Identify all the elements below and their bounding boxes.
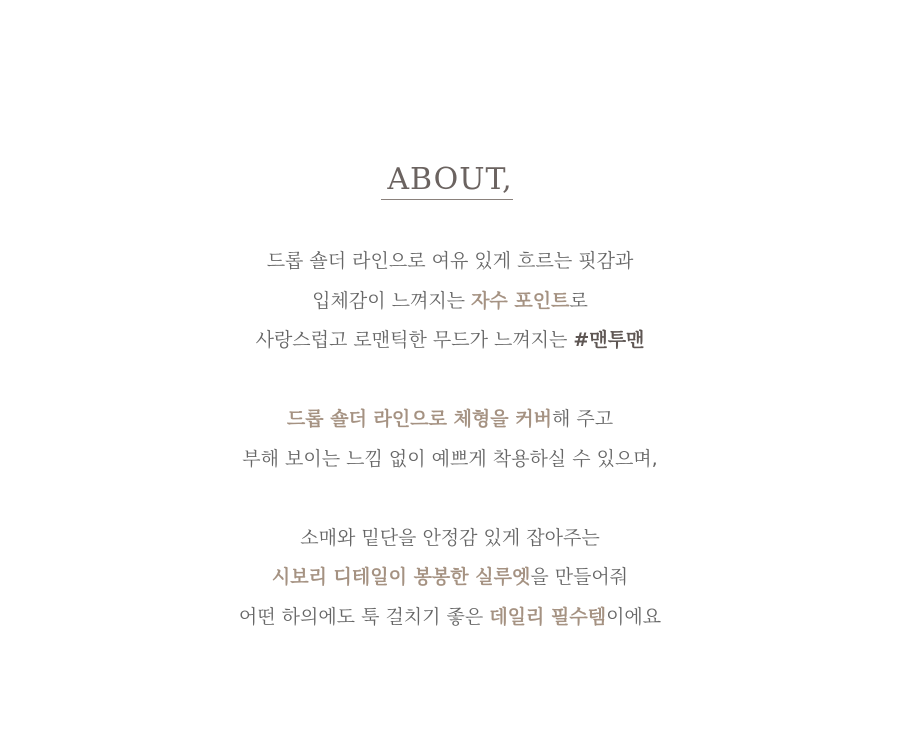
highlight-text: 자수 포인트 xyxy=(471,289,570,312)
description-line xyxy=(0,242,900,282)
description-line xyxy=(0,282,900,322)
body-text: 로 xyxy=(569,289,588,312)
body-text: 부해 보이는 느낌 없이 예쁘게 착용하실 수 있으며, xyxy=(242,447,658,470)
about-title-block xyxy=(0,160,900,200)
description-line xyxy=(0,558,900,598)
description-line xyxy=(0,598,900,638)
body-text: 을 만들어줘 xyxy=(530,566,629,588)
paragraph-spacer xyxy=(0,361,900,401)
highlight-text: 시보리 디테일이 봉봉한 실루엣 xyxy=(271,566,531,588)
description-line xyxy=(0,440,900,480)
body-text: 어떤 하의에도 툭 걸치기 좋은 xyxy=(238,605,490,628)
body-text: 사랑스럽고 로맨틱한 무드가 느껴지는 xyxy=(255,329,574,351)
body-text: 소매와 밑단을 안정감 있게 잡아주는 xyxy=(300,526,600,549)
highlight-text: 드롭 숄더 라인으로 체형을 커버 xyxy=(286,408,552,430)
paragraph-spacer xyxy=(0,479,900,519)
highlight-text: 데일리 필수템 xyxy=(489,605,607,628)
hashtag-text: #맨투맨 xyxy=(573,329,645,351)
body-text: 해 주고 xyxy=(551,408,614,430)
body-text: 드롭 숄더 라인으로 여유 있게 흐르는 핏감과 xyxy=(266,250,634,272)
title-underline xyxy=(381,199,513,200)
description-body xyxy=(0,242,900,637)
body-text: 입체감이 느껴지는 xyxy=(312,289,472,312)
description-line xyxy=(0,321,900,361)
about-title: ABOUT, xyxy=(387,162,513,197)
description-line xyxy=(0,519,900,559)
body-text: 이에요 xyxy=(606,605,662,628)
description-line xyxy=(0,400,900,440)
